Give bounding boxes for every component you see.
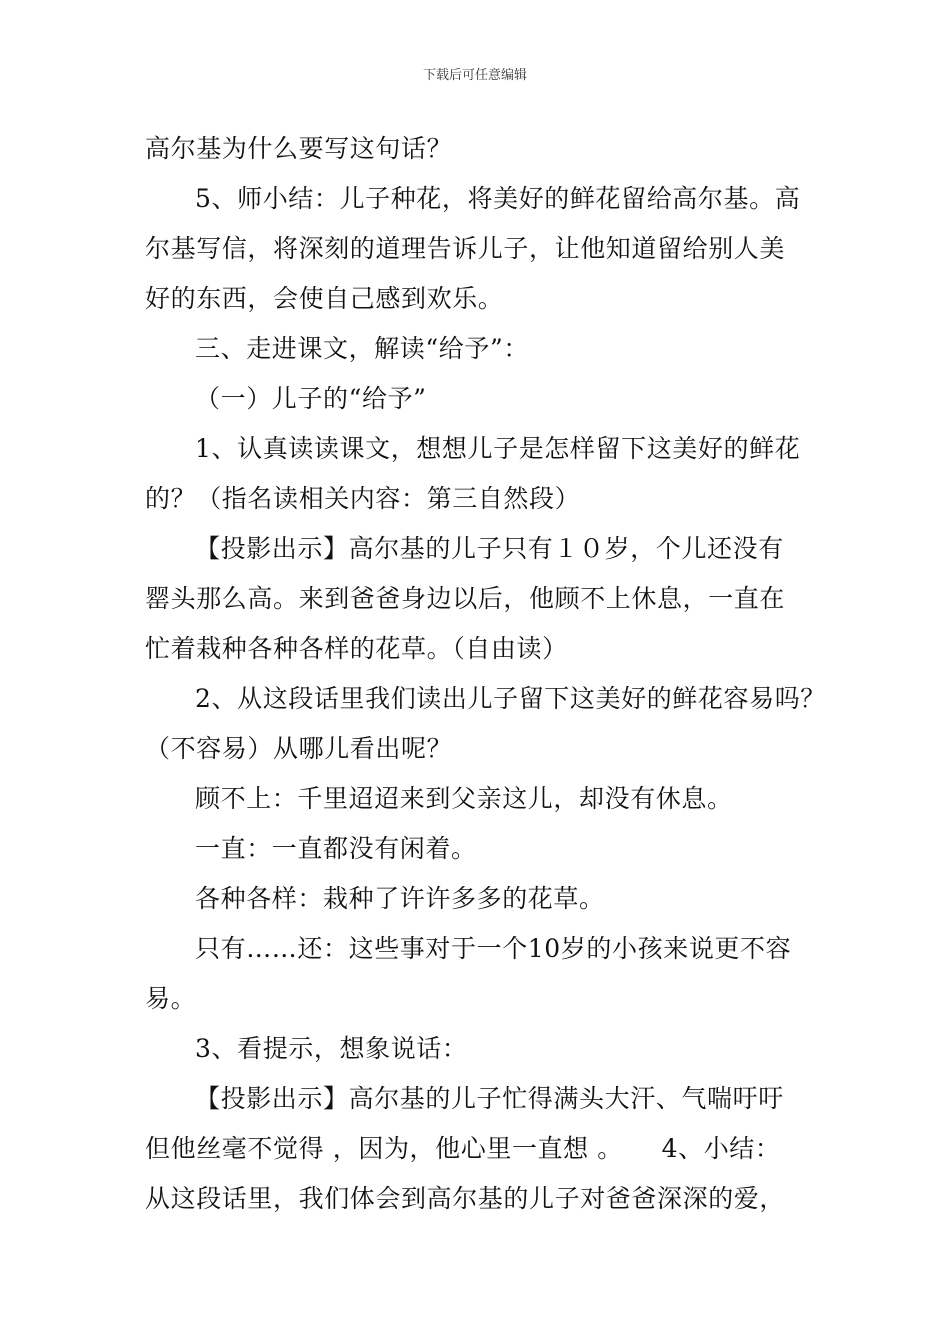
section-heading: 三、走进课文，解读“给予”： bbox=[195, 334, 529, 363]
text-line: 5、师小结：儿子种花，将美好的鲜花留给高尔基。高 bbox=[195, 184, 801, 213]
subsection-heading: （一）儿子的“给予” bbox=[195, 384, 427, 413]
text-line: 【投影出示】高尔基的儿子忙得满头大汗、气喘吁吁 bbox=[195, 1084, 784, 1113]
text-line: 的？（指名读相关内容：第三自然段） bbox=[145, 484, 581, 513]
text-line: 顾不上：千里迢迢来到父亲这儿，却没有休息。 bbox=[195, 784, 733, 813]
text-line: 罂头那么高。来到爸爸身边以后，他顾不上休息，一直在 bbox=[145, 584, 786, 613]
text-line: 各种各样：栽种了许许多多的花草。 bbox=[195, 884, 605, 913]
page-header: 下载后可任意编辑 bbox=[422, 68, 527, 83]
text-line: 易。 bbox=[145, 984, 197, 1013]
text-line: 忙着栽种各种各样的花草。（自由读） bbox=[145, 634, 568, 663]
text-line: 高尔基为什么要写这句话？ bbox=[145, 134, 453, 163]
text-line: 一直：一直都没有闲着。 bbox=[195, 834, 477, 863]
text-line: 1、认真读读课文，想想儿子是怎样留下这美好的鲜花 bbox=[195, 434, 801, 463]
text-line: 从这段话里，我们体会到高尔基的儿子对爸爸深深的爱， bbox=[145, 1184, 786, 1213]
text-line: 2、从这段话里我们读出儿子留下这美好的鲜花容易吗？ bbox=[195, 684, 826, 713]
text-line: 但他丝毫不觉得 ，因为，他心里一直想 。 4、小结： bbox=[145, 1134, 781, 1163]
text-line: 3、看提示，想象说话： bbox=[195, 1034, 468, 1063]
text-line: （不容易）从哪儿看出呢？ bbox=[145, 734, 453, 763]
document-body bbox=[145, 124, 826, 1224]
text-line: 好的东西，会使自己感到欢乐。 bbox=[145, 284, 504, 313]
text-line: 尔基写信，将深刻的道理告诉儿子，让他知道留给别人美 bbox=[145, 234, 786, 263]
text-line: 只有……还：这些事对于一个10岁的小孩来说更不容 bbox=[195, 934, 792, 963]
text-line: 【投影出示】高尔基的儿子只有１０岁，个儿还没有 bbox=[195, 534, 784, 563]
